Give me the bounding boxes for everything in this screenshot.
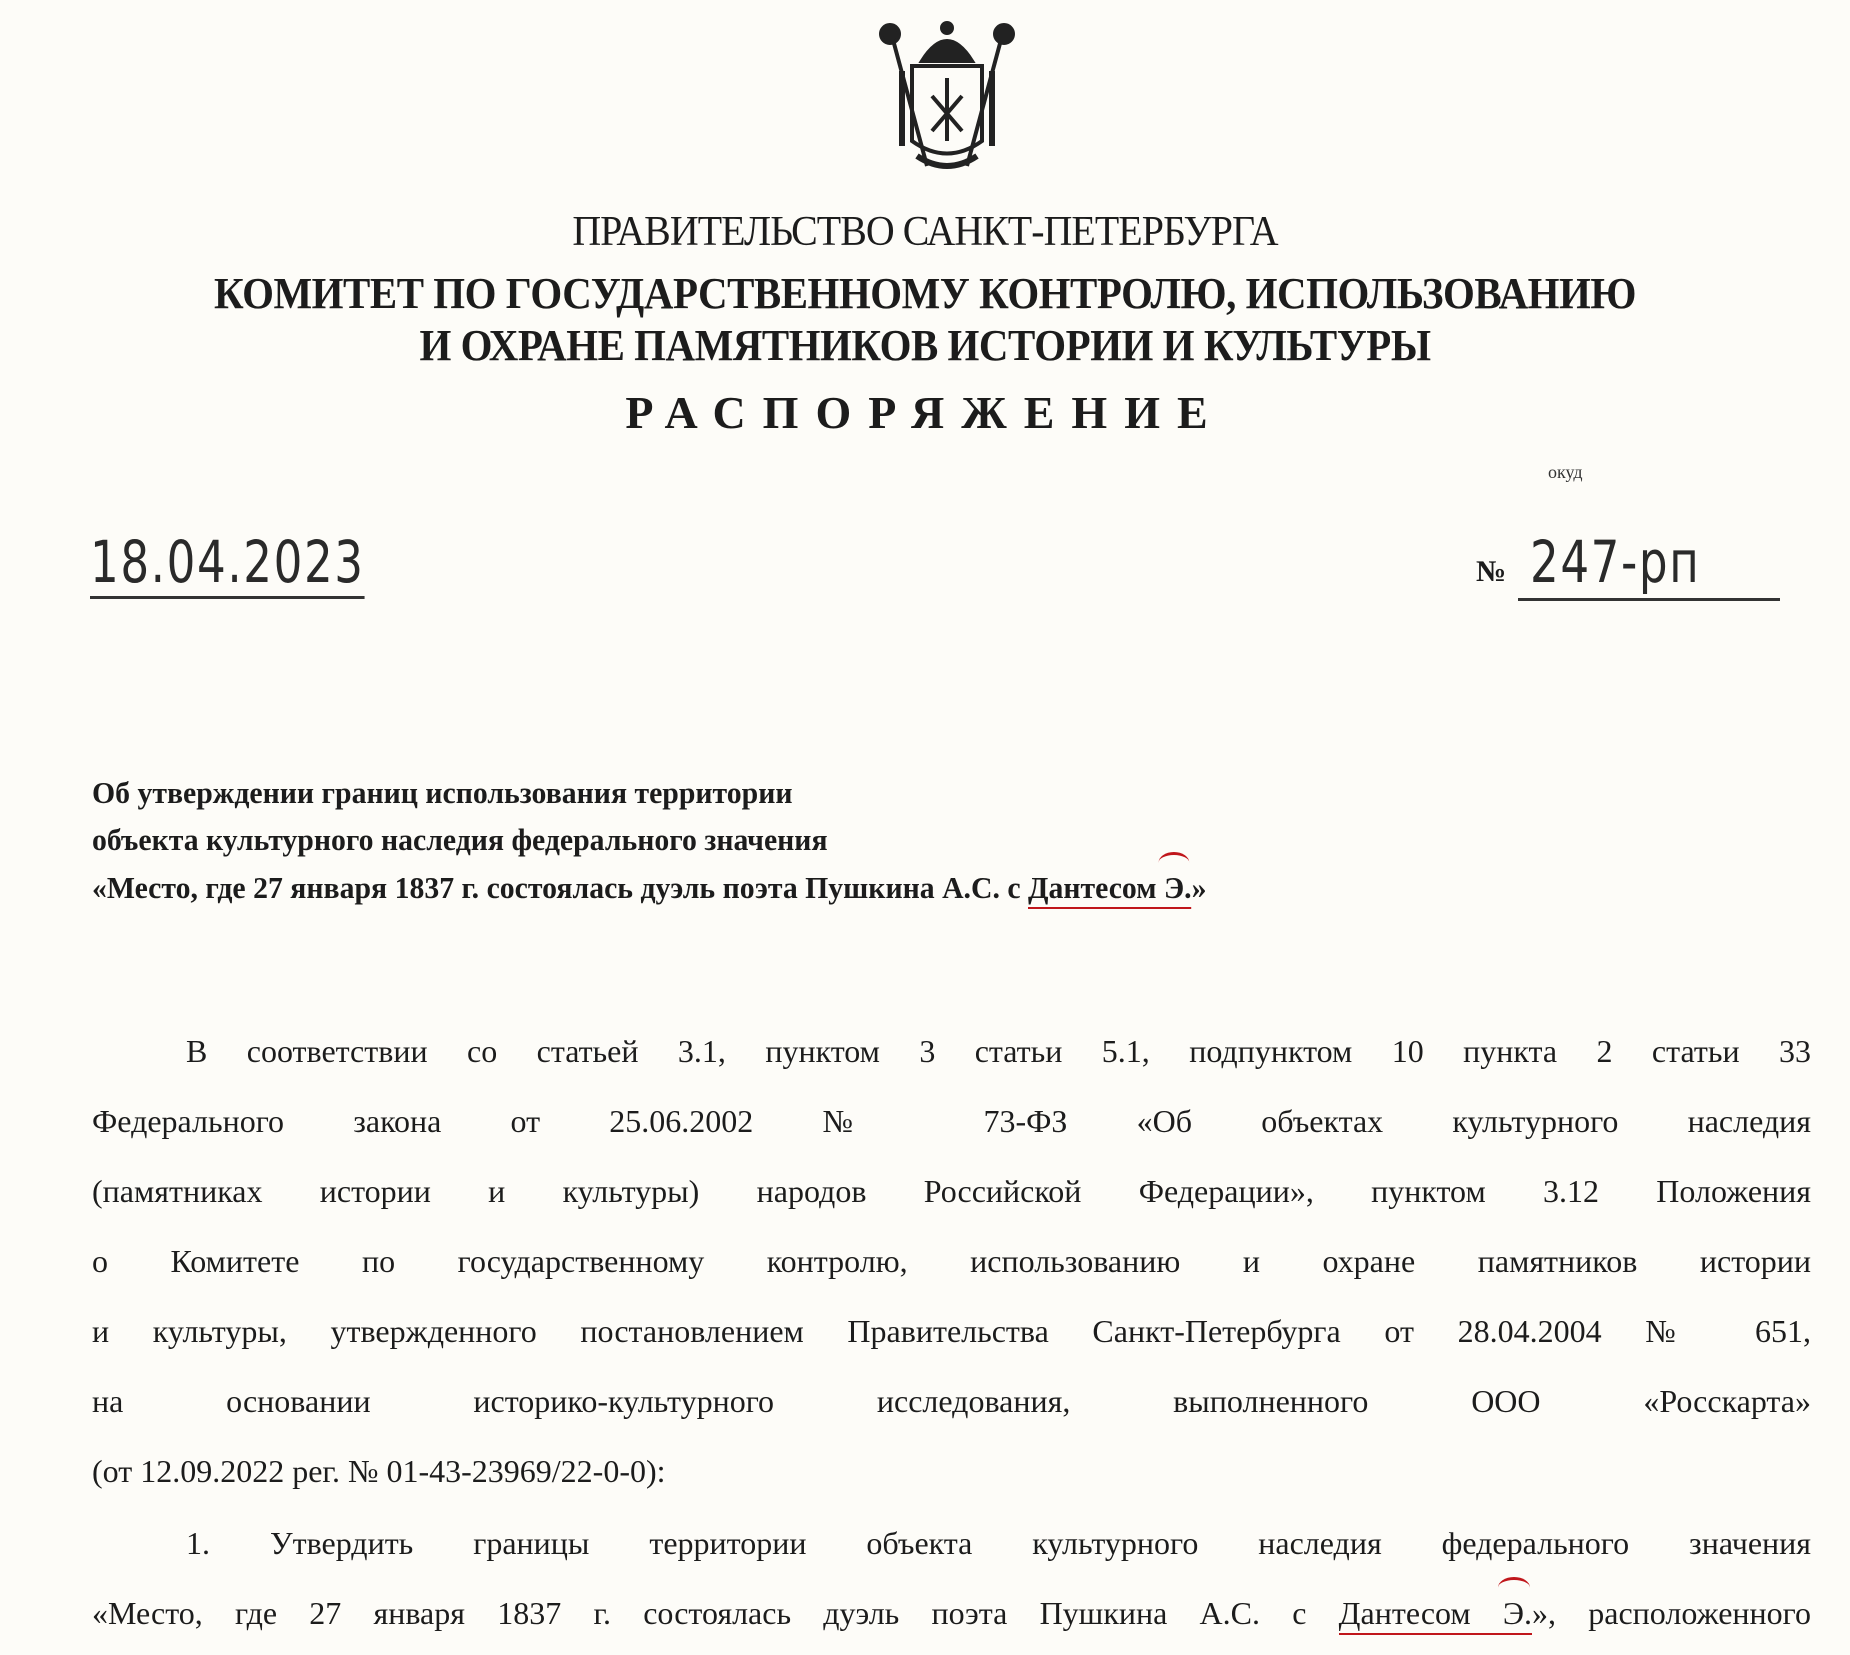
body-line: (от 12.09.2022 рег. № 01-43-23969/22-0-0): bbox=[92, 1453, 666, 1489]
body-line: на основании историко-культурного исследования, выполненного ООО «Росскарта» bbox=[92, 1383, 1811, 1419]
red-arc-mark bbox=[1159, 852, 1190, 873]
body-line: В соответствии со статьей 3.1, пунктом 3 статьи 5.1, подпунктом 10 пункта 2 статьи 33 bbox=[186, 1033, 1811, 1069]
body-line: 1. Утвердить границы территории объекта культурного наследия федерального значения bbox=[186, 1525, 1811, 1561]
title-line-1: Об утверждении границ использования территории bbox=[92, 775, 793, 810]
body-line: и культуры, утвержденного постановлением Правительства Санкт-Петербурга от 28.04.2004 № 651, bbox=[92, 1313, 1811, 1349]
body-line: о Комитете по государственному контролю, использованию и охране памятников истории bbox=[92, 1243, 1811, 1279]
committee-name-line1: КОМИТЕТ ПО ГОСУДАРСТВЕННОМУ КОНТРОЛЮ, ИСПОЛЬЗОВАНИЮ bbox=[213, 269, 1637, 318]
body-text: », расположенного bbox=[1532, 1595, 1811, 1631]
number-sign: № bbox=[1476, 555, 1507, 588]
document-date: 18.04.2023 bbox=[90, 528, 365, 599]
title-text: «Место, где 27 января 1837 г. состоялась дуэль поэта Пушкина А.С. с bbox=[92, 870, 1029, 905]
red-underline-annotation bbox=[1339, 1595, 1532, 1635]
number-underline bbox=[1518, 598, 1780, 601]
government-name: ПРАВИТЕЛЬСТВО САНКТ-ПЕТЕРБУРГА bbox=[572, 209, 1278, 255]
title-line-3 bbox=[92, 870, 1206, 906]
body-line: (памятниках истории и культуры) народов Российской Федерации», пунктом 3.12 Положения bbox=[92, 1173, 1811, 1209]
red-underline-annotation bbox=[1028, 870, 1192, 909]
committee-name-line2: И ОХРАНЕ ПАМЯТНИКОВ ИСТОРИИ И КУЛЬТУРЫ bbox=[419, 321, 1431, 370]
marked-text: Дантесом Э. bbox=[1028, 870, 1192, 905]
document-type: РАСПОРЯЖЕНИЕ bbox=[625, 387, 1225, 438]
marked-text: Дантесом Э. bbox=[1338, 1595, 1533, 1631]
body-text: «Место, где 27 января 1837 г. состоялась дуэль поэта Пушкина А.С. с bbox=[92, 1595, 1339, 1631]
body-line: Федерального закона от 25.06.2002 № 73-ФЗ «Об объектах культурного наследия bbox=[92, 1103, 1811, 1139]
okud-label: окуд bbox=[1548, 462, 1583, 482]
red-arc-mark bbox=[1498, 1577, 1530, 1598]
title-text: » bbox=[1191, 870, 1207, 905]
document-number: 247-рп bbox=[1530, 528, 1701, 596]
coat-of-arms-emblem bbox=[872, 16, 1022, 182]
title-line-2: объекта культурного наследия федерального значения bbox=[92, 822, 828, 857]
body-line bbox=[92, 1595, 1811, 1632]
